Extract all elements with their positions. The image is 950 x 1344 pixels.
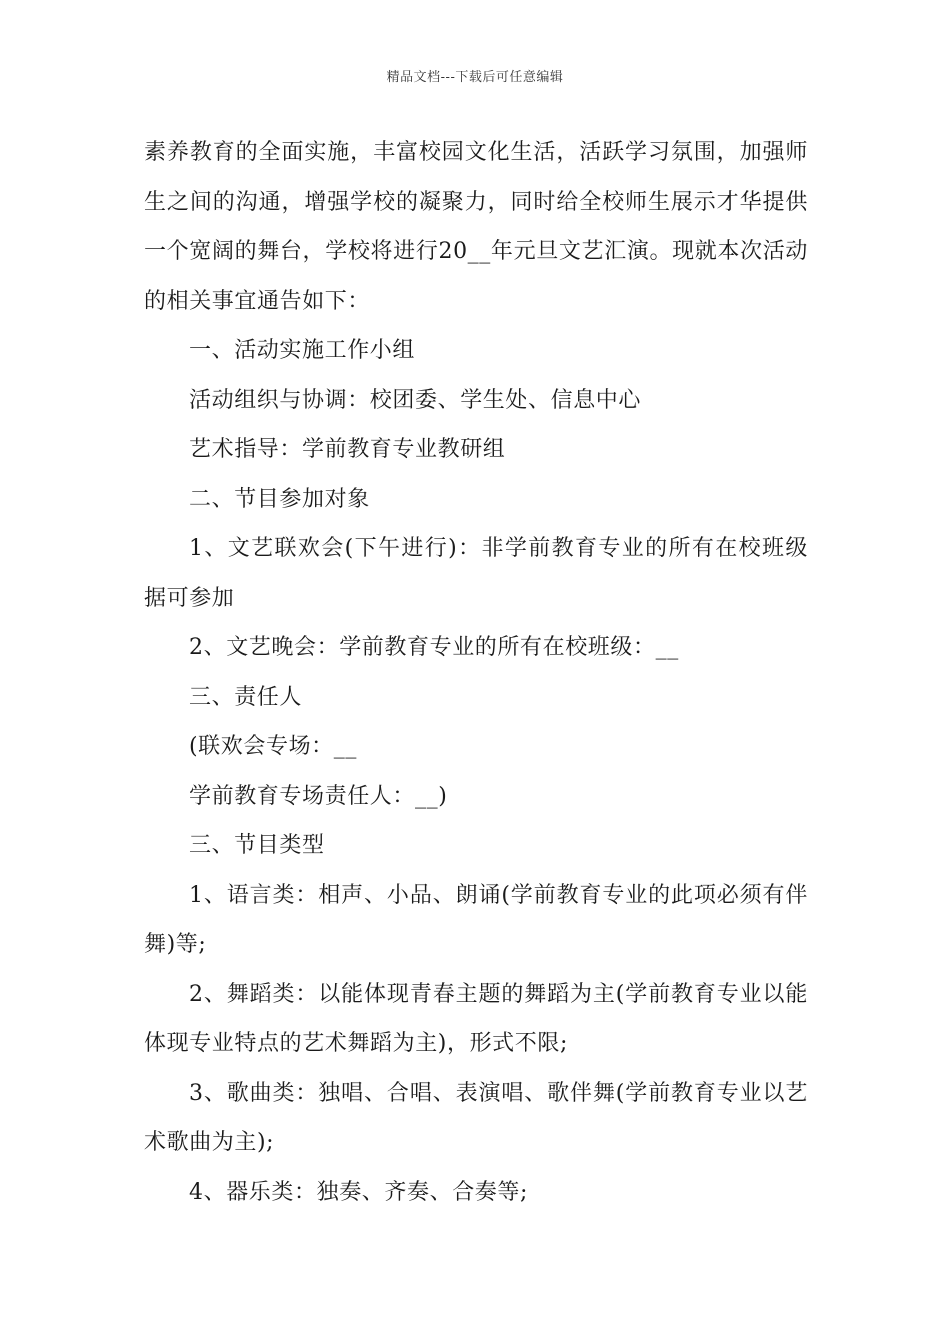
section-heading-work-group: 一、活动实施工作小组 bbox=[189, 338, 416, 363]
list-item-dance: 2、舞蹈类：以能体现青春主题的舞蹈为主(学前教育专业以能体现专业特点的艺术舞蹈为主)，形式不限; bbox=[144, 981, 808, 1056]
paragraph-preschool-responsible: 学前教育专场责任人：__) bbox=[189, 783, 448, 809]
list-item-language: 1、语言类：相声、小品、朗诵(学前教育专业的此项必须有伴舞)等; bbox=[144, 882, 808, 957]
list-item-song: 3、歌曲类：独唱、合唱、表演唱、歌伴舞(学前教育专业以艺术歌曲为主); bbox=[144, 1080, 808, 1155]
document-body bbox=[144, 128, 808, 1217]
list-item-evening-gala: 2、文艺晚会：学前教育专业的所有在校班级：__ bbox=[189, 635, 679, 660]
paragraph-organization: 活动组织与协调：校团委、学生处、信息中心 bbox=[189, 387, 642, 413]
paragraph-party-responsible: (联欢会专场：__ bbox=[189, 734, 357, 759]
list-item-afternoon-party: 1、文艺联欢会(下午进行)：非学前教育专业的所有在校班级据可参加 bbox=[144, 536, 808, 611]
list-item-instrumental: 4、器乐类：独奏、齐奏、合奏等; bbox=[189, 1179, 529, 1205]
section-heading-participants: 二、节目参加对象 bbox=[189, 486, 370, 512]
paragraph-intro: 素养教育的全面实施，丰富校园文化生活，活跃学习氛围，加强师生之间的沟通，增强学校的凝聚力，同时给全校师生展示才华提供一个宽阔的舞台，学校将进行20__年元旦文艺汇演。现就本次活动的相关事宜通告如下： bbox=[144, 140, 808, 314]
section-heading-program-types: 三、节目类型 bbox=[189, 833, 325, 858]
paragraph-art-guidance: 艺术指导：学前教育专业教研组 bbox=[189, 437, 506, 462]
page-header: 精品文档---下载后可任意编辑 bbox=[386, 70, 564, 85]
section-heading-responsible: 三、责任人 bbox=[189, 684, 303, 710]
